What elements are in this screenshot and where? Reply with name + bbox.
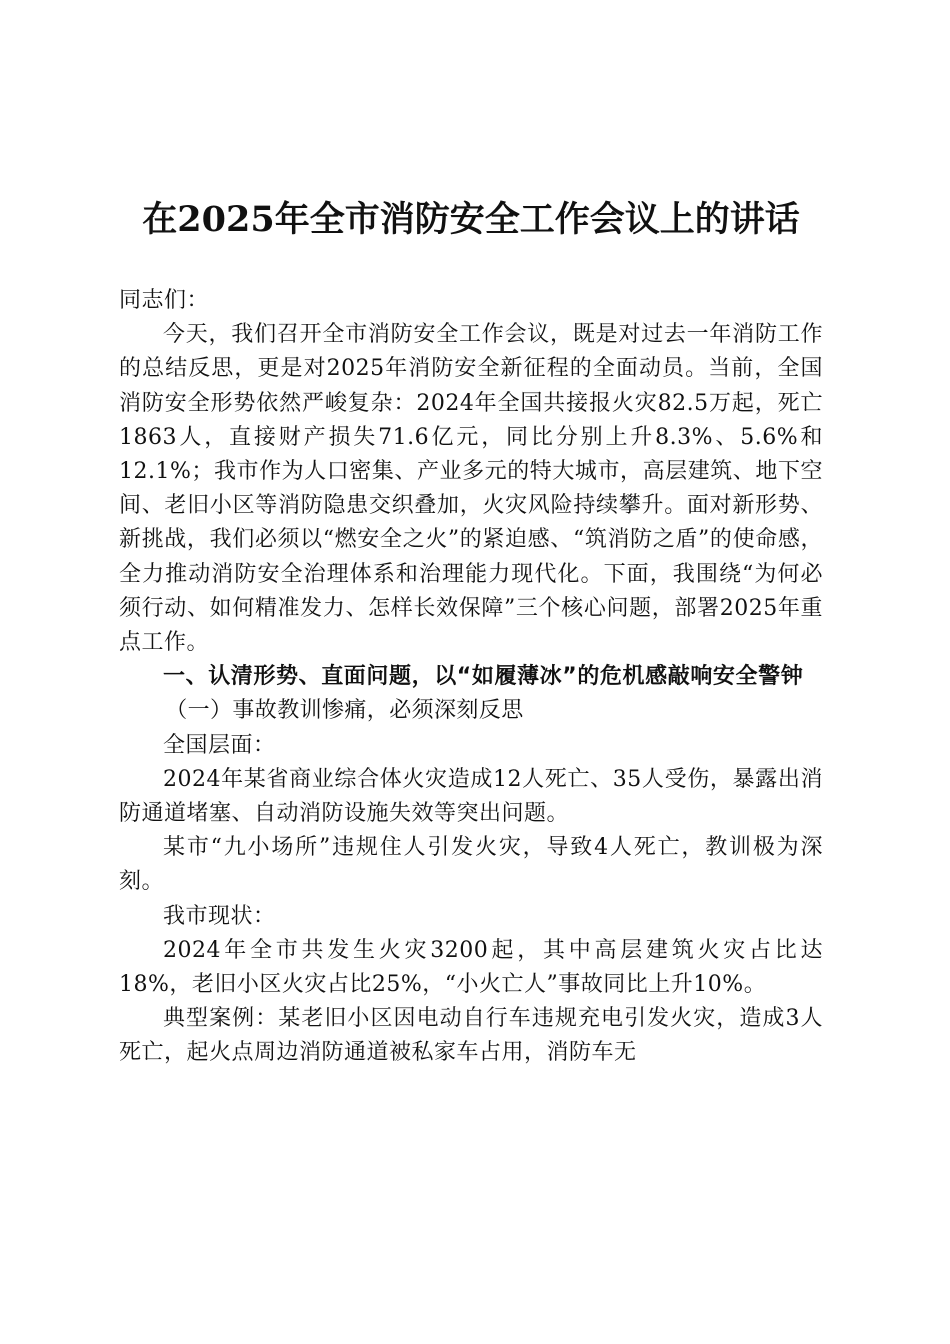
intro-paragraph: 今天，我们召开全市消防安全工作会议，既是对过去一年消防工作的总结反思，更是对2025年消防安全新征程的全面动员。当前，全国消防安全形势依然严峻复杂：2024年全国共接报火灾82.5万起，死亡1863人，直接财产损失71.6亿元，同比分别上升8.3%、5.6%和12.1%；我市作为人口密集、产业多元的特大城市，高层建筑、地下空间、老旧小区等消防隐患交织叠加，火灾风险持续攀升。面对新形势、新挑战，我们必须以“燃安全之火”的紧迫感、“筑消防之盾”的使命感，全力推动消防安全治理体系和治理能力现代化。下面，我围绕“为何必须行动、如何精准发力、怎样长效保障”三个核心问题，部署2025年重点工作。 xyxy=(119,322,823,656)
city-label: 我市现状： xyxy=(163,903,276,929)
national-label: 全国层面： xyxy=(163,732,276,758)
salutation: 同志们： xyxy=(119,288,210,313)
document-page xyxy=(119,190,823,1071)
national-case-2: 某市“九小场所”违规住人引发火灾，导致4人死亡，教训极为深刻。 xyxy=(119,835,823,895)
document-title: 在2025年全市消防安全工作会议上的讲话 xyxy=(142,199,800,240)
typical-case: 典型案例：某老旧小区因电动自行车违规充电引发火灾，造成3人死亡，起火点周边消防通道被私家车占用，消防车无 xyxy=(119,1006,823,1066)
national-case-1: 2024年某省商业综合体火灾造成12人死亡、35人受伤，暴露出消防通道堵塞、自动消防设施失效等突出问题。 xyxy=(119,766,823,827)
subsection-1-heading: （一）事故教训惨痛，必须深刻反思 xyxy=(165,698,524,724)
city-status: 2024年全市共发生火灾3200起，其中高层建筑火灾占比达18%，老旧小区火灾占比25%，“小火亡人”事故同比上升10%。 xyxy=(119,937,823,998)
section-1-heading: 一、认清形势、直面问题，以“如履薄冰”的危机感敲响安全警钟 xyxy=(163,664,804,690)
